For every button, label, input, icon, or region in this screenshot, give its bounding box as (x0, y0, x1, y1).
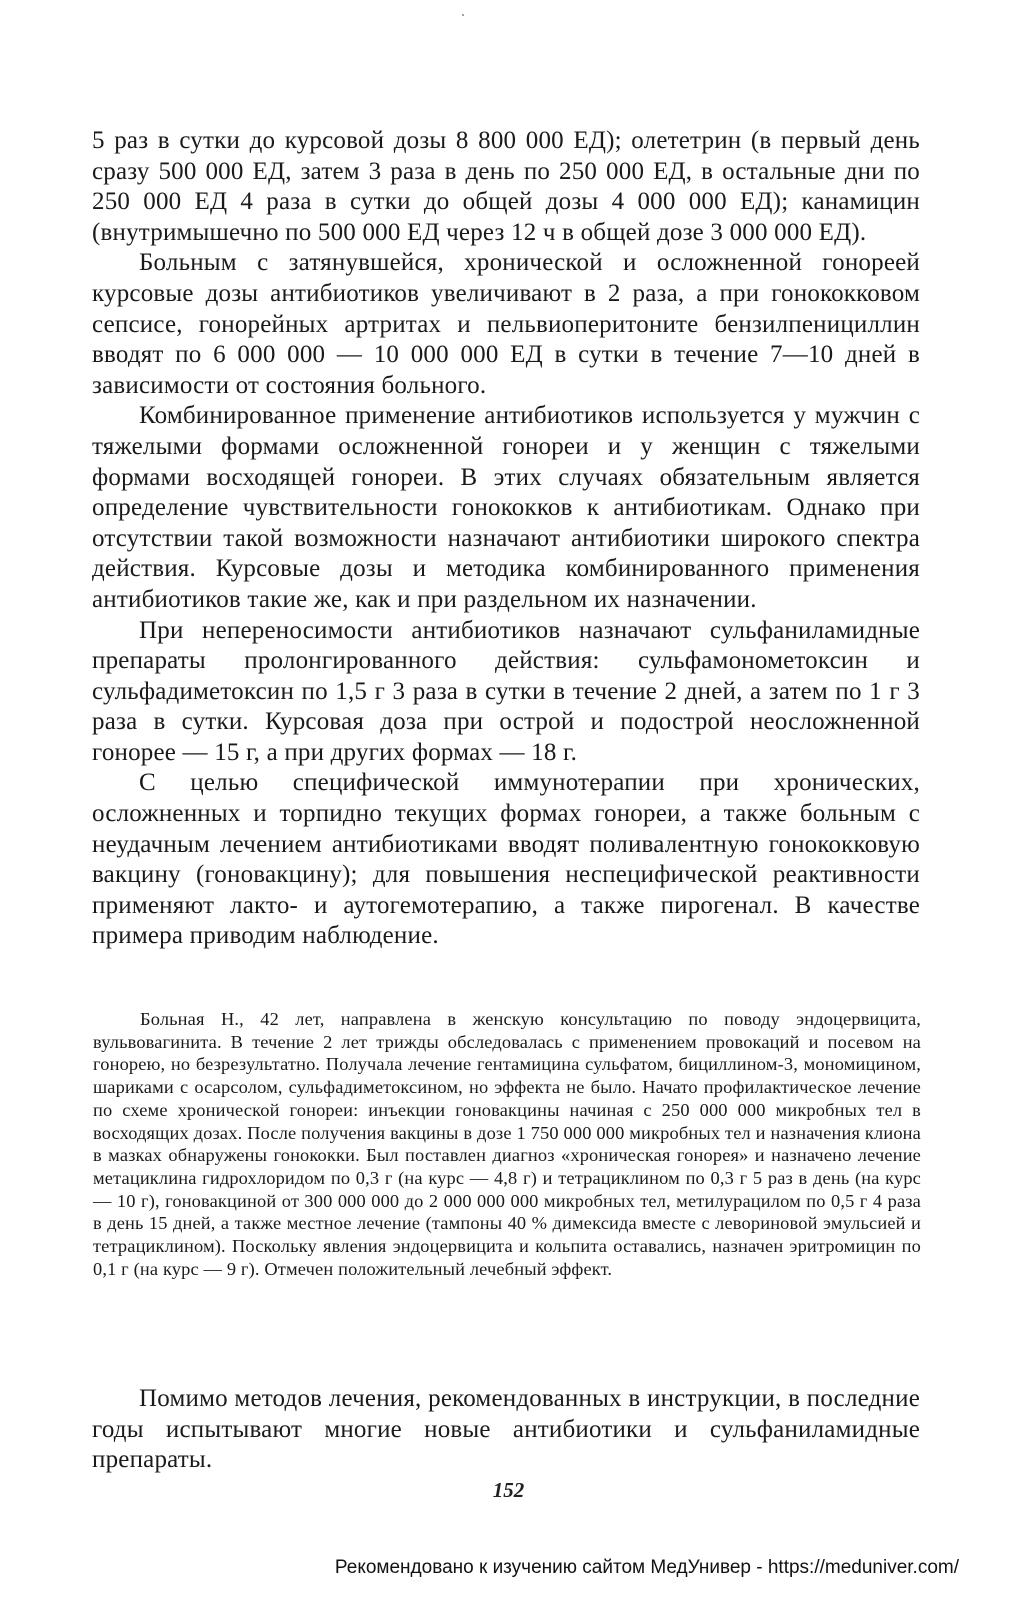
scan-mark (462, 14, 464, 16)
closing-paragraph: Помимо методов лечения, рекомендованных в инструкции, в последние годы испытывают многие новые антибиотики и сульфаниламидные препараты. (92, 1385, 920, 1474)
footer-link[interactable]: Рекомендовано к изучению сайтом МедУнивер - https://meduniver.com/ (334, 1557, 959, 1578)
closing-section (92, 1384, 920, 1476)
paragraph-continued: 5 раз в сутки до курсовой дозы 8 800 000 ЕД); олететрин (в первый день сразу 500 000 ЕД, затем 3 раза в день по 250 000 ЕД, в остальные дни по 250 000 ЕД 4 раза в сутки до общей дозы 4 000 000 ЕД); канамицин (внутримышечно по 500 000 ЕД через 12 ч в общей дозе 3 000 000 ЕД). (92, 127, 920, 246)
paragraph: С целью специфической иммунотерапии при хронических, осложненных и торпидно текущих формах гонореи, а также больным с неудачным лечением антибиотиками вводят поливалентную гонококковую вакцину (гоновакцину); для повышения неспецифической реактивности применяют лакто- и аутогемотерапию, а также пирогенал. В качестве примера приводим наблюдение. (92, 769, 920, 950)
main-text (92, 126, 920, 952)
case-report-text: Больная Н., 42 лет, направлена в женскую консультацию по поводу эндоцервицита, вульвовагинита. В течение 2 лет трижды обследовалась с применением провокаций и посевом на гонорею, но безрезультатно. Получала лечение гентамицина сульфатом, бициллином-3, мономицином, шариками с осарсолом, сульфадиметоксином, но эффекта не было. Начато профилактическое лечение по схеме хронической гонореи: инъекции гоновакцины начиная с 250 000 000 микробных тел в восходящих дозах. После получения вакцины в дозе 1 750 000 000 микробных тел и назначения клиона в мазках обнаружены гонококки. Был поставлен диагноз «хроническая гонорея» и назначено лечение метациклина гидрохлоридом по 0,3 г (на курс — 4,8 г) и тетрациклином по 0,3 г 5 раз в день (на курс — 10 г), гоновакциной от 300 000 000 до 2 000 000 000 микробных тел, метилурацилом по 0,5 г 4 раза в день 15 дней, а также местное лечение (тампоны 40 % димексида вместе с левориновой эмульсией и тетрациклином). Поскольку явления эндоцервицита и кольпита оставались, назначен эритромицин по 0,1 г (на курс — 9 г). Отмечен положительный лечебный эффект. (93, 1009, 921, 1279)
paragraph: При непереносимости антибиотиков назначают сульфаниламидные препараты пролонгированного действия: сульфамонометоксин и сульфадиметоксин по 1,5 г 3 раза в сутки в течение 2 дней, а затем по 1 г 3 раза в сутки. Курсовая доза при острой и подострой неосложненной гонорее — 15 г, а при других формах — 18 г. (92, 616, 920, 766)
paragraph: Комбинированное применение антибиотиков используется у мужчин с тяжелыми формами осложненной гонореи и у женщин с тяжелыми формами восходящей гонореи. В этих случаях обязательным является определение чувствительности гонококков к антибиотикам. Однако при отсутствии такой возможности назначают антибиотики широкого спектра действия. Курсовые дозы и методика комбинированного применения антибиотиков такие же, как и при раздельном их назначении. (92, 402, 920, 613)
paragraph: Больным с затянувшейся, хронической и осложненной гонореей курсовые дозы антибиотиков увеличивают в 2 раза, а при гонококковом сепсисе, гонорейных артритах и пельвиоперитоните бензилпенициллин вводят по 6 000 000 — 10 000 000 ЕД в сутки в течение 7—10 дней в зависимости от состояния больного. (92, 249, 920, 399)
case-report (93, 1008, 921, 1280)
page-number: 152 (492, 1478, 525, 1502)
